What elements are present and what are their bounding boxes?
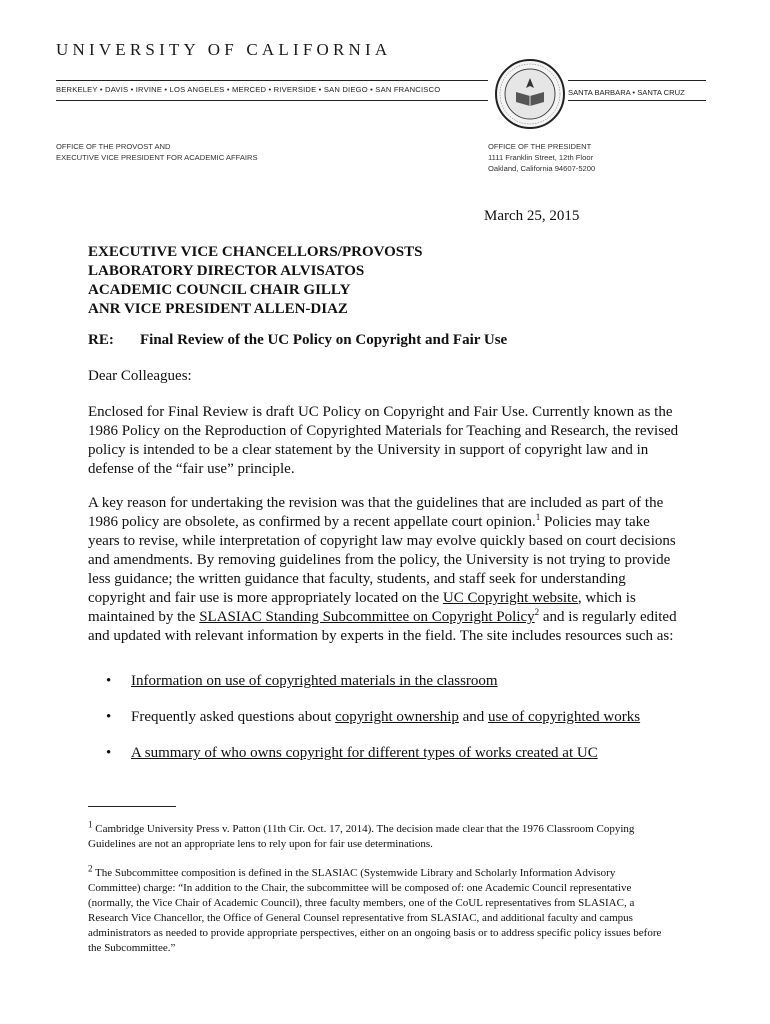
campus-list-right: SANTA BARBARA • SANTA CRUZ: [568, 88, 685, 97]
bullet-icon: •: [106, 673, 112, 689]
copyright-summary-link[interactable]: A summary of who owns copyright for different types of works created at UC: [131, 745, 598, 761]
president-office-block: [488, 141, 595, 174]
letterhead-rule: [56, 80, 488, 81]
paragraph-text: and is regularly edited and updated with relevant information by experts in the field. The site includes resources such as:: [88, 609, 677, 644]
re-label: RE:: [88, 332, 114, 348]
office-line: EXECUTIVE VICE PRESIDENT FOR ACADEMIC AFFAIRS: [56, 153, 258, 162]
footnote-mark: 2: [88, 863, 93, 874]
classroom-materials-link[interactable]: Information on use of copyrighted materials in the classroom: [131, 673, 498, 689]
paragraph-text: A key reason for undertaking the revision was that the guidelines that are included as part of the 1986 policy are obsolete, as confirmed by a recent appellate court opinion.: [88, 495, 664, 530]
office-line: Oakland, California 94607-5200: [488, 164, 596, 173]
list-item-text: and: [458, 709, 489, 725]
letterhead-rule: [568, 100, 706, 101]
footnote-1: [88, 819, 668, 852]
footnote-text: The Subcommittee composition is defined in the SLASIAC (Systemwide Library and Scholarly Information Advisory Committee) charge: “In addition to the Chair, the subcommittee will be composed of: one Academic Council representative (normally, the Vice Chair of Academic Council), three faculty members, one of the CoUL representatives from SLASIAC, a Research Vice Chancellor, the Office of General Counsel representative from SLASIAC, and additional faculty and campus administrators as needed to provide appropriate perspectives, either on an ongoing basis or to address specific policy issues before the Subcommittee.”: [88, 867, 662, 954]
addressee-line: LABORATORY DIRECTOR ALVISATOS: [88, 263, 365, 279]
copyright-ownership-link[interactable]: copyright ownership: [335, 709, 459, 725]
list-item: [88, 708, 688, 744]
bullet-icon: •: [106, 709, 112, 725]
letterhead-rule: [56, 100, 488, 101]
footnote-2: [88, 863, 668, 956]
body-paragraph-1: Enclosed for Final Review is draft UC Policy on Copyright and Fair Use. Currently known as the 1986 Policy on the Reproduction of Copyrighted Materials for Teaching and Research, the revised policy is intended to be a clear statement by the University in support of copyright law and in defense of the “fair use” principle.: [88, 404, 679, 477]
paragraph-text: Policies may take years to revise, while interpretation of copyright law may evolve quickly based on court decisions and amendments. By removing guidelines from the policy, the University is not trying to provide less guidance; the written guidance that faculty, students, and staff seek for understanding copyright and fair use is more appropriately located on the: [88, 514, 676, 606]
office-line: OFFICE OF THE PROVOST AND: [56, 142, 171, 151]
provost-office-block: [56, 141, 258, 163]
addressee-line: ACADEMIC COUNCIL CHAIR GILLY: [88, 282, 351, 298]
list-item: [88, 744, 688, 780]
list-item-text: Frequently asked questions about: [131, 709, 336, 725]
uc-seal-icon: [494, 58, 566, 130]
footnote-divider: [88, 806, 176, 807]
footnote-mark: 1: [88, 819, 93, 830]
list-item: [88, 672, 688, 708]
bullet-icon: •: [106, 745, 112, 761]
letterhead-rule: [568, 80, 706, 81]
footnote-ref: 2: [534, 607, 540, 617]
footnote-ref: 1: [535, 512, 541, 522]
uc-copyright-website-link[interactable]: UC Copyright website: [442, 590, 578, 606]
addressee-line: ANR VICE PRESIDENT ALLEN-DIAZ: [88, 301, 348, 317]
paragraph-text: , which is maintained by the: [88, 590, 636, 625]
addressee-line: EXECUTIVE VICE CHANCELLORS/PROVOSTS: [88, 244, 423, 260]
subject-text: Final Review of the UC Policy on Copyright and Fair Use: [140, 332, 508, 348]
body-paragraph-2: [88, 494, 684, 646]
office-line: 1111 Franklin Street, 12th Floor: [488, 153, 594, 162]
addressee-block: [88, 243, 423, 319]
subject-line: [88, 332, 507, 349]
campus-list-left: BERKELEY • DAVIS • IRVINE • LOS ANGELES • MERCED • RIVERSIDE • SAN DIEGO • SAN FRANCISCO: [56, 85, 441, 94]
use-of-copyrighted-works-link[interactable]: use of copyrighted works: [488, 709, 641, 725]
slasiac-subcommittee-link[interactable]: SLASIAC Standing Subcommittee on Copyright Policy: [199, 609, 535, 625]
salutation: Dear Colleagues:: [88, 368, 192, 384]
resource-list: [88, 672, 688, 780]
footnote-text: Cambridge University Press v. Patton (11th Cir. Oct. 17, 2014). The decision made clear that the 1976 Classroom Copying Guidelines are not an appropriate lens to rely upon for fair use determinations.: [88, 823, 635, 850]
letter-date: March 25, 2015: [484, 208, 580, 224]
university-title: UNIVERSITY OF CALIFORNIA: [56, 40, 392, 59]
office-line: OFFICE OF THE PRESIDENT: [488, 142, 592, 151]
